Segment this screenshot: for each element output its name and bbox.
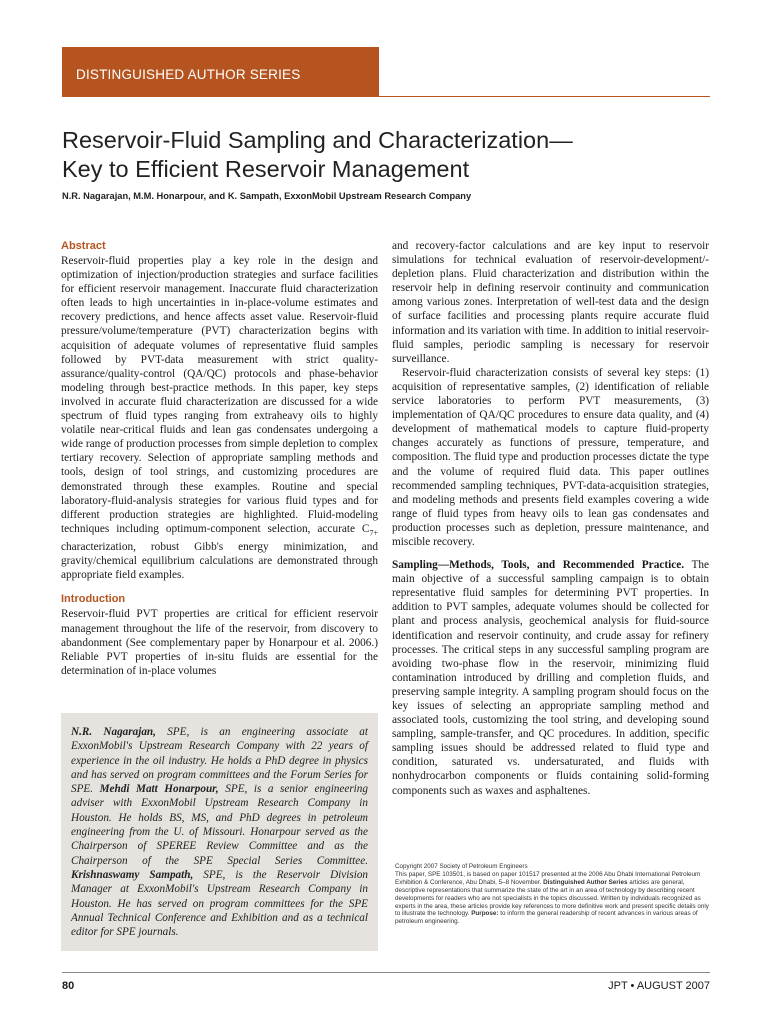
sampling-heading: Sampling—Methods, Tools, and Recommended Practice. xyxy=(392,559,685,572)
bio-name-3: Krishnaswamy Sampath, xyxy=(71,868,194,881)
abstract-heading: Abstract xyxy=(61,240,106,252)
title-line-2: Key to Efficient Reservoir Management xyxy=(62,156,470,182)
bio-text-1: SPE, is an engineering associate at ExxonMobil's Upstream Research Company with 22 years of experience in the oil industry. He holds a PhD degree in physics and has served on program committees and the Forum Series for SPE. xyxy=(71,726,368,796)
introduction-text: Reservoir-fluid PVT properties are critical for efficient reservoir management throughout the life of the reservoir, from discovery to abandonment (See complementary paper by Honarpour et al. 2006.) Reliable PVT properties of in-situ fluids are essential for the determination of in-place volumes xyxy=(61,608,378,677)
sampling-paragraph xyxy=(392,558,709,798)
copyright-text-a: This paper, SPE 103501, is based on paper 101517 presented at the 2006 Abu Dhabi International Petroleum Exhibition & Conference, Abu Dhabi, 5–8 November. xyxy=(395,870,701,886)
body-paragraph-2: Reservoir-fluid characterization consists of several key steps: (1) acquisition of representative samples, (2) identification of reliable service laboratories to perform PVT measurements, (3) implementation of QA/QC procedures to ensure data quality, and (4) development of mathematical models to capture fluid-property changes accurately as functions of pressure, temperature, and composition. The fluid type and production processes dictate the type and the volume of required fluid data. This paper outlines recommended sampling techniques, PVT-data-acquisition strategies, and modeling methods and presents field examples covering a wide range of fluid types from heavy oils to lean gas condensates and production processes such as depletion, pressure maintenance, and miscible recovery. xyxy=(392,366,709,548)
header-divider xyxy=(62,96,710,97)
copyright-text-b: articles are general, descriptive representations that summarize the state of the art in an area of technology by describing recent developments for readers who are not specialists in the topics discussed. Written by individuals recognized as experts in the area, these articles provide key references to more definitive work and present specific details only to illustrate the technology. xyxy=(395,878,709,918)
copyright-series: Distinguished Author Series xyxy=(543,878,628,886)
series-label: DISTINGUISHED AUTHOR SERIES xyxy=(76,67,301,82)
author-bio-text xyxy=(71,725,368,939)
bio-name-1: N.R. Nagarajan, xyxy=(71,726,156,738)
copyright-body xyxy=(395,871,710,926)
abstract-text-a: Reservoir-fluid properties play a key role in the design and optimization of injection/production strategies and surface facilities for efficient reservoir management. Inaccurate fluid characterization often leads to high uncertainties in in-place-volume estimates and recovery predictions, and hence affects asset value. Reservoir-fluid pressure/volume/temperature (PVT) characterization begins with acquisition of adequate volumes of representative fluid samples followed by PVT-data measurement with strict quality-assurance/quality-control (QA/QC) protocols and phase-behavior modeling through best-practice methods. In this paper, key steps involved in accurate fluid characterization are discussed for a wide spectrum of fluid types ranging from extraheavy oils to highly volatile near-critical fluids and lean gas condensates undergoing a wide range of production processes from simple depletion to complex tertiary recovery. Selection of appropriate sampling methods and tools, design of tool strings, and customizing procedures are demonstrated through these examples. Routine and special laboratory-fluid-analysis strategies for various fluid types and for different production strategies are highlighted. Fluid-modeling techniques including optimum-component selection, accurate C xyxy=(61,255,378,535)
series-banner xyxy=(62,47,379,97)
bio-name-2: Mehdi Matt Honarpour, xyxy=(99,783,219,796)
author-bio-box xyxy=(61,713,378,951)
bio-text-2: SPE, is a senior engineering adviser with ExxonMobil Upstream Research Company in Houston. He holds BS, MS, and PhD degrees in petroleum engineering from the U. of Missouri. Honarpour served as the Chairperson of SPEREE Review Committee and as the Chairperson of the SPE Special Series Committee. xyxy=(71,783,368,867)
copyright-notice xyxy=(395,863,710,926)
page-number: 80 xyxy=(62,980,75,992)
copyright-text-c: to inform the general readership of recent advances in various areas of petroleum engineering. xyxy=(395,910,698,926)
abstract-text xyxy=(61,254,378,582)
bio-text-3: SPE, is the Reservoir Division Manager at ExxonMobil's Upstream Research Company in Houston. He has served on program committees for the SPE Annual Technical Conference and Exhibition and as a technical editor for SPE journals. xyxy=(71,868,369,939)
introduction-heading: Introduction xyxy=(61,593,126,606)
title-line-1: Reservoir-Fluid Sampling and Characterization— xyxy=(62,127,573,153)
article-title xyxy=(62,126,712,184)
copyright-purpose: Purpose: xyxy=(471,910,499,918)
left-column xyxy=(61,239,378,678)
right-column xyxy=(392,239,709,798)
journal-footer: JPT • AUGUST 2007 xyxy=(608,980,710,992)
body-paragraph-1: and recovery-factor calculations and are key input to reservoir simulations for technical evaluation of reservoir-development/-depletion plans. Fluid characterization and distribution within the reservoir help in defining reservoir continuity and communication among various zones. Interpretation of well-test data and the design of surface facilities and processing plants require accurate fluid information and its variation with time. In addition to initial reservoir-fluid samples, periodic sampling is necessary for reservoir surveillance. xyxy=(392,240,709,365)
abstract-text-b: characterization, robust Gibb's energy minimization, and gravity/chemical equilibrium calculations are demonstrated through appropriate field examples. xyxy=(61,541,378,582)
c7-subscript: 7+ xyxy=(369,528,378,538)
sampling-text: The main objective of a successful sampling campaign is to obtain representative fluid samples for determining PVT properties. In addition to PVT samples, adequate volumes should be collected for plant and process analysis, geochemical analysis for fluid-source identification and reservoir continuity, and crude assay for refinery processes. The critical steps in any successful sampling program are avoiding two-phase flow in the reservoir, minimizing fluid contamination introduced by drilling and completion fluids, and preserving sample integrity. A sampling program should focus on the key issues of selecting an appropriate sampling method and associated tools, customizing the tool string, and developing sound sampling, sample-transfer, and QC procedures. In addition, specific sampling issues should be addressed related to fluid type and condition, saturated vs. undersaturated, and fluids with nonhydrocarbon components or fluids containing solid-forming components such as waxes and asphaltenes. xyxy=(392,559,710,797)
author-line: N.R. Nagarajan, M.M. Honarpour, and K. Sampath, ExxonMobil Upstream Research Company xyxy=(62,191,472,201)
copyright-line: Copyright 2007 Society of Petroleum Engineers xyxy=(395,863,528,870)
footer-divider xyxy=(62,972,710,973)
